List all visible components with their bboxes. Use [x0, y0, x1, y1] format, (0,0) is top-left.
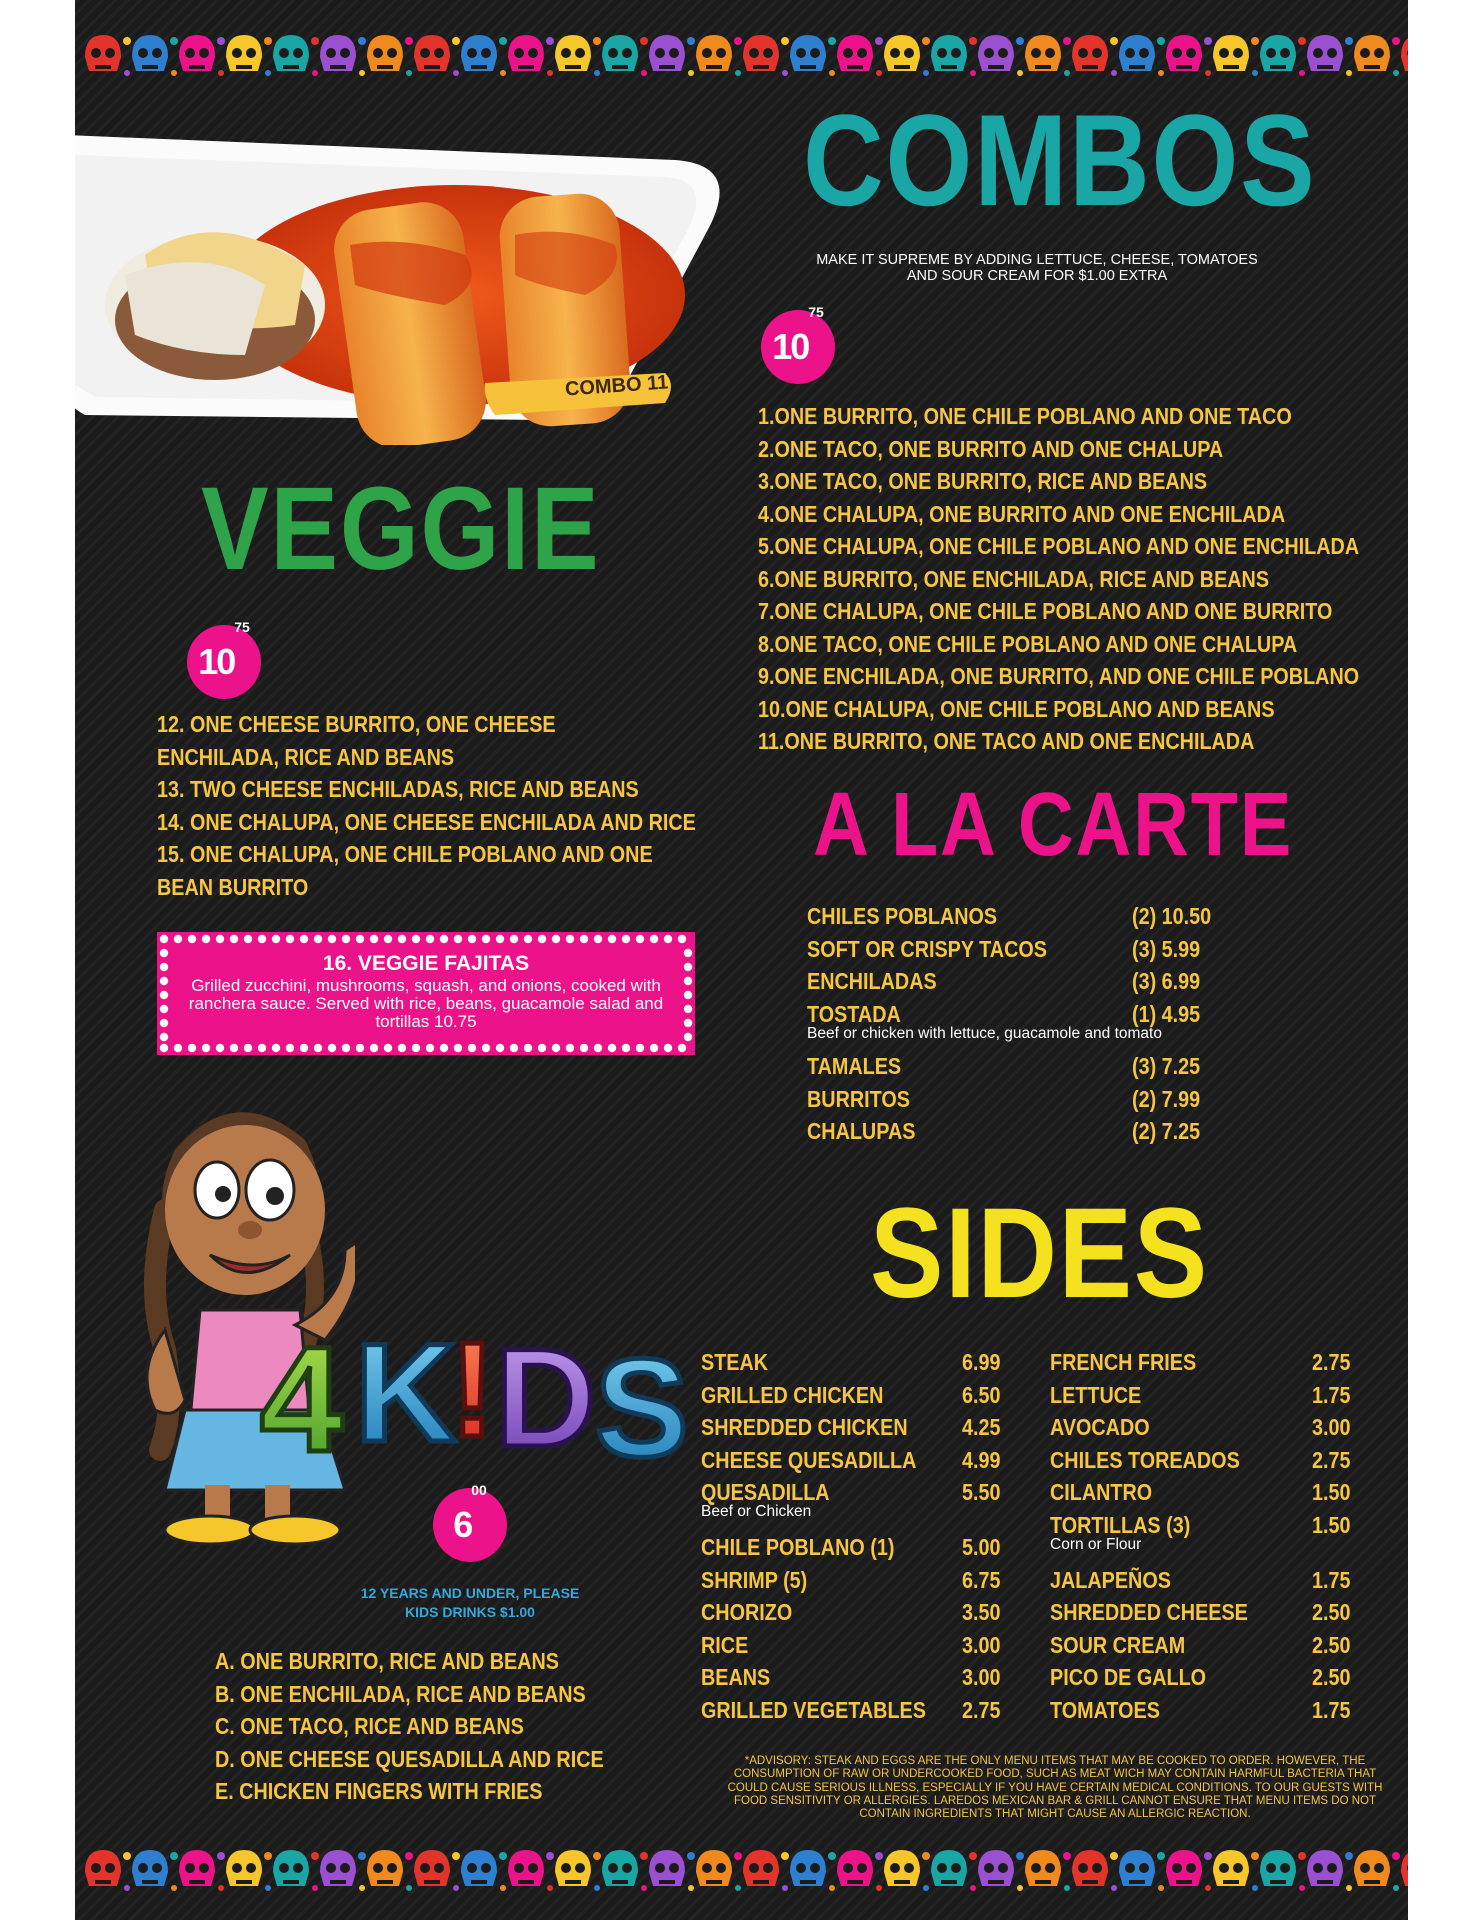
side-item-price: 2.50 — [1312, 1631, 1351, 1658]
veggie-fajitas-title: 16. VEGGIE FAJITAS — [322, 952, 530, 975]
advisory-line-3: COULD CAUSE SERIOUS ILLNESS, ESPECIALLY IF YOU HAVE CERTAIN MEDICAL CONDITIONS. TO OUR GUESTS WITH — [727, 1781, 1383, 1794]
side-item-price: 2.50 — [1312, 1599, 1351, 1625]
side-item-name: CHORIZO — [701, 1599, 793, 1625]
side-item-price: 4.25 — [962, 1414, 1001, 1440]
side-item-name: JALAPEÑOS — [1050, 1566, 1171, 1593]
side-item-price: 6.99 — [962, 1349, 1001, 1375]
side-item-price: 2.75 — [1312, 1446, 1351, 1473]
a-la-carte-title: A LA CARTE — [813, 775, 1294, 875]
side-item-name: SHREDDED CHEESE — [1050, 1599, 1248, 1625]
side-item-name: CHILE POBLANO (1) — [701, 1534, 895, 1560]
advisory-line-1: *ADVISORY: STEAK AND EGGS ARE THE ONLY MENU ITEMS THAT MAY BE COOKED TO ORDER. HOWEVER, THE — [744, 1755, 1366, 1767]
a-la-carte-item-price: (1) 4.95 — [1132, 1000, 1201, 1027]
side-item-name: CILANTRO — [1050, 1479, 1153, 1505]
veggie-price-main: 10 — [198, 641, 235, 682]
kids-list — [215, 1645, 604, 1808]
kids-price-cents: 00 — [471, 1482, 487, 1498]
side-item-price: 6.75 — [962, 1566, 1001, 1593]
side-item-price: 5.00 — [962, 1534, 1001, 1560]
side-item-price: 1.75 — [1312, 1566, 1351, 1593]
side-item-name: STEAK — [701, 1349, 769, 1375]
advisory-line-4: FOOD SENSITIVITY OR ALLERGIES. LAREDOS MEXICAN BAR & GRILL CANNOT ENSURE THAT MENU ITEMS DO NOT — [734, 1794, 1376, 1807]
tortillas-note: Corn or Flour — [1050, 1535, 1142, 1553]
veggie-item: ENCHILADA, RICE AND BEANS — [157, 743, 455, 770]
side-item-name: TOMATOES — [1050, 1696, 1160, 1723]
side-item-price: 3.50 — [962, 1599, 1001, 1625]
side-item-price: 5.50 — [962, 1479, 1001, 1505]
side-item-name: TORTILLAS (3) — [1050, 1511, 1191, 1538]
svg-text:4: 4 — [260, 1316, 344, 1476]
combo-item: 2.ONE TACO, ONE BURRITO AND ONE CHALUPA — [758, 435, 1224, 462]
a-la-carte-item-price: (3) 5.99 — [1132, 935, 1201, 962]
combos-list — [758, 400, 1359, 758]
a-la-carte-item-name: TAMALES — [807, 1053, 902, 1079]
svg-text:!: ! — [450, 1316, 495, 1465]
kids-price-main: 6 — [453, 1504, 472, 1545]
side-item-price: 1.75 — [1312, 1696, 1351, 1723]
kids-note-line-1: 12 YEARS AND UNDER, PLEASE — [360, 1585, 580, 1601]
veggie-price-badge — [187, 619, 261, 699]
side-item-name: BEANS — [701, 1664, 771, 1690]
tostada-note: Beef or chicken with lettuce, guacamole and tomato — [807, 1024, 1162, 1042]
veggie-item: 12. ONE CHEESE BURRITO, ONE CHEESE — [157, 711, 556, 737]
menu-page — [75, 0, 1408, 1920]
combos-note-line-1: MAKE IT SUPREME BY ADDING LETTUCE, CHEESE, TOMATOES — [816, 252, 1258, 268]
a-la-carte-item-name: TOSTADA — [807, 1000, 901, 1027]
combo-photo — [75, 85, 765, 445]
combo-item: 8.ONE TACO, ONE CHILE POBLANO AND ONE CHALUPA — [758, 630, 1298, 657]
side-item-price: 2.75 — [962, 1696, 1001, 1723]
side-item-price: 4.99 — [962, 1446, 1001, 1473]
sugar-skull-border-top-icon — [75, 27, 1408, 85]
kids-item: C. ONE TACO, RICE AND BEANS — [215, 1713, 524, 1739]
combo-item: 5.ONE CHALUPA, ONE CHILE POBLANO AND ONE ENCHILADA — [758, 533, 1360, 559]
side-item-price: 1.75 — [1312, 1381, 1351, 1408]
veggie-item: 14. ONE CHALUPA, ONE CHEESE ENCHILADA AND RICE — [157, 808, 696, 835]
veggie-list — [157, 708, 696, 903]
sugar-skull-border-bottom-icon — [75, 1842, 1408, 1900]
side-item-price: 2.75 — [1312, 1349, 1351, 1375]
combos-price-cents: 75 — [808, 304, 824, 320]
a-la-carte-item-price: (3) 6.99 — [1132, 968, 1201, 994]
combo-photo-tag: COMBO 11 — [564, 371, 669, 401]
kids-price-badge — [433, 1482, 507, 1562]
combo-item: 1.ONE BURRITO, ONE CHILE POBLANO AND ONE TACO — [758, 403, 1292, 429]
side-item-price: 2.50 — [1312, 1664, 1351, 1690]
fajitas-desc-line-3: tortillas 10.75 — [375, 1012, 477, 1031]
combo-item: 10.ONE CHALUPA, ONE CHILE POBLANO AND BEANS — [758, 695, 1275, 722]
a-la-carte-item-price: (2) 10.50 — [1132, 903, 1212, 929]
kids-note — [340, 1584, 600, 1622]
kids-note-line-2: KIDS DRINKS $1.00 — [405, 1604, 535, 1620]
combo-item: 6.ONE BURRITO, ONE ENCHILADA, RICE AND BEANS — [758, 565, 1270, 592]
advisory-line-2: CONSUMPTION OF RAW OR UNDERCOOKED FOOD, SUCH AS MEAT WICH MAY CONTAIN HARMFUL BACTERIA THAT — [733, 1768, 1377, 1781]
side-item-price: 3.00 — [1312, 1414, 1351, 1440]
sides-title: SIDES — [870, 1182, 1209, 1325]
side-item-name: CHEESE QUESADILLA — [701, 1446, 917, 1473]
side-item-name: PICO DE GALLO — [1050, 1664, 1207, 1690]
svg-text:S: S — [595, 1329, 689, 1476]
side-item-name: LETTUCE — [1050, 1381, 1142, 1408]
combos-note-line-2: AND SOUR CREAM FOR $1.00 EXTRA — [906, 268, 1168, 284]
side-item-name: RICE — [701, 1631, 749, 1658]
a-la-carte-item-name: CHILES POBLANOS — [807, 903, 998, 929]
veggie-title: VEGGIE — [201, 463, 601, 595]
combo-item: 3.ONE TACO, ONE BURRITO, RICE AND BEANS — [758, 468, 1208, 494]
a-la-carte-item-name: CHALUPAS — [807, 1118, 916, 1144]
svg-text:K: K — [355, 1316, 457, 1471]
side-item-price: 1.50 — [1312, 1479, 1351, 1505]
advisory-line-5: CONTAIN INGREDIENTS THAT MIGHT CAUSE AN ALLERGIC REACTION. — [859, 1808, 1251, 1821]
a-la-carte-item-name: ENCHILADAS — [807, 968, 937, 994]
veggie-item: 13. TWO CHEESE ENCHILADAS, RICE AND BEANS — [157, 776, 639, 802]
side-item-name: CHILES TOREADOS — [1050, 1446, 1240, 1473]
fajitas-desc-line-2: ranchera sauce. Served with rice, beans, guacamole salad and — [188, 994, 664, 1013]
a-la-carte-item-price: (2) 7.25 — [1132, 1118, 1201, 1144]
veggie-item: 15. ONE CHALUPA, ONE CHILE POBLANO AND ONE — [157, 841, 653, 867]
combo-item: 9.ONE ENCHILADA, ONE BURRITO, AND ONE CHILE POBLANO — [758, 663, 1360, 689]
quesadilla-note: Beef or Chicken — [701, 1503, 812, 1520]
a-la-carte-item-price: (2) 7.99 — [1132, 1085, 1201, 1112]
side-item-price: 3.00 — [962, 1631, 1001, 1658]
a-la-carte-item-name: SOFT OR CRISPY TACOS — [807, 935, 1047, 962]
side-item-price: 6.50 — [962, 1381, 1001, 1408]
veggie-fajitas-box — [157, 932, 695, 1055]
combos-price-badge — [761, 304, 835, 384]
kids-item: A. ONE BURRITO, RICE AND BEANS — [215, 1648, 559, 1674]
kids-logo-icon — [250, 1316, 720, 1476]
side-item-price: 1.50 — [1312, 1511, 1351, 1538]
side-item-name: SHREDDED CHICKEN — [701, 1414, 908, 1440]
combo-item: 11.ONE BURRITO, ONE TACO AND ONE ENCHILADA — [758, 728, 1255, 754]
side-item-name: SOUR CREAM — [1050, 1631, 1186, 1658]
side-item-price: 3.00 — [962, 1664, 1001, 1690]
a-la-carte-item-price: (3) 7.25 — [1132, 1053, 1201, 1079]
a-la-carte-item-name: BURRITOS — [807, 1085, 910, 1112]
combo-item: 4.ONE CHALUPA, ONE BURRITO AND ONE ENCHILADA — [758, 500, 1286, 527]
kids-item: E. CHICKEN FINGERS WITH FRIES — [215, 1778, 543, 1804]
svg-text:D: D — [495, 1319, 597, 1476]
advisory-note — [705, 1755, 1405, 1821]
side-item-name: QUESADILLA — [701, 1479, 830, 1505]
combos-price-main: 10 — [772, 326, 809, 367]
kids-item: B. ONE ENCHILADA, RICE AND BEANS — [215, 1680, 586, 1707]
veggie-fajitas-description — [157, 977, 695, 1031]
combo-item: 7.ONE CHALUPA, ONE CHILE POBLANO AND ONE BURRITO — [758, 598, 1333, 624]
side-item-name: GRILLED VEGETABLES — [701, 1696, 926, 1723]
veggie-item: BEAN BURRITO — [157, 873, 309, 900]
combos-supreme-note — [807, 252, 1267, 284]
kids-item: D. ONE CHEESE QUESADILLA AND RICE — [215, 1745, 604, 1772]
side-item-name: AVOCADO — [1050, 1414, 1150, 1440]
veggie-price-cents: 75 — [234, 619, 250, 635]
side-item-name: SHRIMP (5) — [701, 1566, 808, 1593]
side-item-name: FRENCH FRIES — [1050, 1349, 1197, 1375]
fajitas-desc-line-1: Grilled zucchini, mushrooms, squash, and onions, cooked with — [191, 976, 661, 995]
side-item-name: GRILLED CHICKEN — [701, 1381, 884, 1408]
combos-title: COMBOS — [803, 87, 1317, 233]
